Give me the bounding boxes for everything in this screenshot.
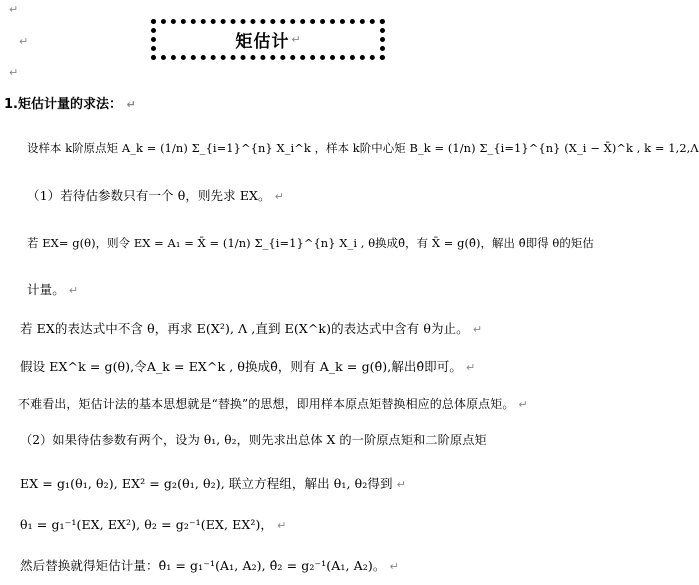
text-line-9: EX = g₁(θ₁, θ₂), EX² = g₂(θ₁, θ₂), 联立方程组，解出 θ₁, θ₂得到 ↵: [20, 476, 406, 491]
section-heading: 1.矩估计量的求法： ↵: [4, 97, 136, 112]
paragraph-mark: ↵: [291, 33, 301, 46]
text-line-3: 若 EX= g(θ)，则令 EX = A₁ = X̄ = (1/n) Σ_{i=1}^{n} X_i , θ换成θ̂，有 X̄ = g(θ̂)，解出 θ̂即得 θ的矩估: [27, 236, 594, 250]
title-box: [151, 19, 385, 60]
text-line-1: 设样本 k阶原点矩 A_k = (1/n) Σ_{i=1}^{n} X_i^k ，样本 k阶中心矩 B_k = (1/n) Σ_{i=1}^{n} (X_i − X̄)^k , k = 1,2,Λ: [27, 141, 699, 155]
paragraph-mark: ↵: [19, 35, 29, 48]
paragraph-mark: ↵: [9, 3, 19, 16]
paragraph-mark: ↵: [9, 66, 19, 79]
text-line-8: （2）如果待估参数有两个，设为 θ₁, θ₂，则先求出总体 X 的一阶原点矩和二阶原点矩: [20, 433, 487, 447]
text-line-2: （1）若待估参数只有一个 θ，则先求 EX。 ↵: [27, 188, 285, 203]
document-title: 矩估计: [235, 32, 290, 52]
text-line-10: θ₁ = g₁⁻¹(EX, EX²), θ₂ = g₂⁻¹(EX, EX²)， ↵: [20, 517, 287, 532]
text-line-5: 若 EX的表达式中不含 θ，再求 E(X²), Λ ,直到 E(X^k)的表达式中含有 θ为止。 ↵: [20, 321, 483, 336]
text-line-11: 然后替换就得矩估计量：θ̂₁ = g₁⁻¹(A₁, A₂), θ̂₂ = g₂⁻¹(A₁, A₂)。 ↵: [20, 558, 399, 573]
text-line-4: 计量。 ↵: [27, 282, 79, 297]
text-line-6: 假设 EX^k = g(θ),令A_k = EX^k , θ换成θ̂，则有 A_k = g(θ̂),解出θ̂即可。 ↵: [20, 359, 476, 374]
text-line-7: 不难看出，矩估计法的基本思想就是“替换”的思想，即用样本原点矩替换相应的总体原点矩。 ↵: [18, 397, 528, 411]
